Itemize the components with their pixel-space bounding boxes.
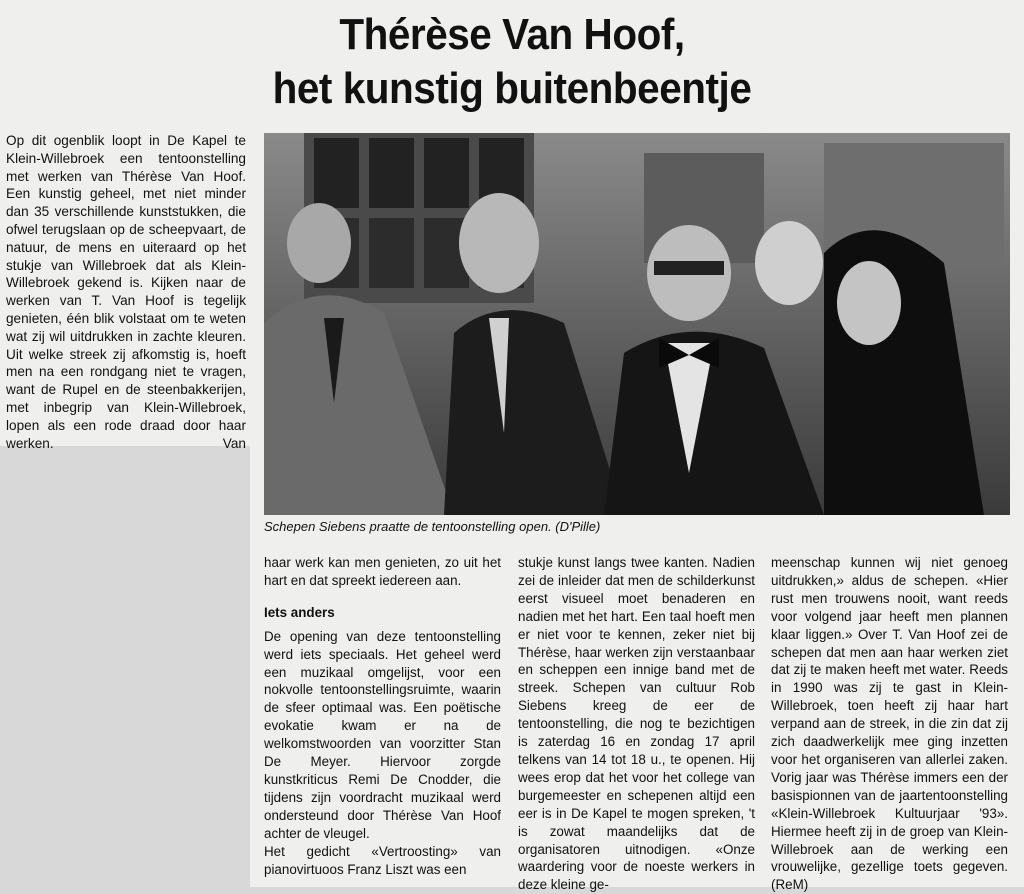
headline xyxy=(41,8,983,116)
column-1-paragraph-2: De opening van deze tentoonstelling werd iets speciaals. Het geheel werd een muzikaal omgelijst, voor een nokvolle tentoonstellingsruimte, waarin de sfeer optimaal was. Een poëtische evokatie kwam er na de welkomstwoorden van voorzitter Stan De Meyer. Hiervoor zorgde kunstkriticus Remi De Cnodder, die tijdens zijn voordracht muzikaal werd ondersteund door Thérèse Van Hoof achter de vleugel. xyxy=(264,628,501,841)
subheading: Iets anders xyxy=(264,604,335,620)
column-2-text: stukje kunst langs twee kanten. Nadien zei de inleider dat men de schilderkunst eerst visueel moet benaderen en nadien met het hart. Een taal hoeft men er niet voor te kennen, zeker niet bij Thérèse, haar werken zijn verstaanbaar en scheppen een innige band met de streek. Schepen van cultuur Rob Siebens kreeg de eer de tentoonstelling, die nog te bezichtigen is zaterdag 16 en zondag 17 april telkens van 14 tot 18 u., te openen. Hij wees erop dat het voor het college van burgemeester en schepenen altijd een eer is in De Kapel te mogen spreken, 't is zowat maandelijks dat de organisatoren uitnodigen. «Onze waardering voor de noeste werkers in deze kleine ge- xyxy=(518,555,755,893)
headline-line-2: het kunstig buitenbeentje xyxy=(272,64,752,113)
article-column-3 xyxy=(771,554,1008,894)
photo-illustration xyxy=(264,133,1010,515)
headline-line-1: Thérèse Van Hoof, xyxy=(339,10,685,59)
article-column-1 xyxy=(264,554,501,878)
intro-paragraph: Op dit ogenblik loopt in De Kapel te Klein-Willebroek een tentoonstelling met werken van Thérèse Van Hoof. Een kunstig geheel, met niet minder dan 35 verschillende kunststukken, die ofwel terugslaan op de scheepvaart, de natuur, de mens en uiteraard op het stukje van Willebroek dat als Klein-Willebroek gekend is. Kijken naar de werken van T. Van Hoof is tegelijk genieten, één blik volstaat om te weten wat zij wil uitdrukken in zachte kleuren. Uit welke streek zij afkomstig is, hoeft men na een rondgang niet te vragen, want de Rupel en de steenbakkerijen, met inbegrip van Klein-Willebroek, lopen als een rode draad door haar werken. Van xyxy=(6,133,246,451)
photo-caption: Schepen Siebens praatte de tentoonstelling open. (D'Pille) xyxy=(264,519,601,534)
column-3-text: meenschap kunnen wij niet genoeg uitdrukken,» aldus de schepen. «Hier rust men trouwens nooit, want reeds voor volgend jaar heeft men plannen klaar liggen.» Over T. Van Hoof zei de schepen dat men aan haar werken ziet dat zij te maken heeft met water. Reeds in 1990 was zij te gast in Klein-Willebroek, toen heeft zij haar hart verpand aan de streek, in die zin dat zij zich daadwerkelijk mee ging inzetten voor het organiseren van allerlei zaken. Vorig jaar was Thérèse immers een der basispionnen van de jaartentoonstelling «Klein-Willebroek Kultuurjaar '93». Hiermee heeft zij in de groep van Klein-Willebroek aan de werking een vrouwelijke, gezellige toets gegeven. (ReM) xyxy=(771,555,1008,893)
column-1-paragraph-1: haar werk kan men genieten, zo uit het hart en dat spreekt iedereen aan. xyxy=(264,555,501,588)
column-1-paragraph-3: Het gedicht «Vertroosting» van pianovirtuoos Franz Liszt was een xyxy=(264,843,501,877)
news-photo xyxy=(264,133,1010,515)
article-column-2 xyxy=(518,554,755,894)
